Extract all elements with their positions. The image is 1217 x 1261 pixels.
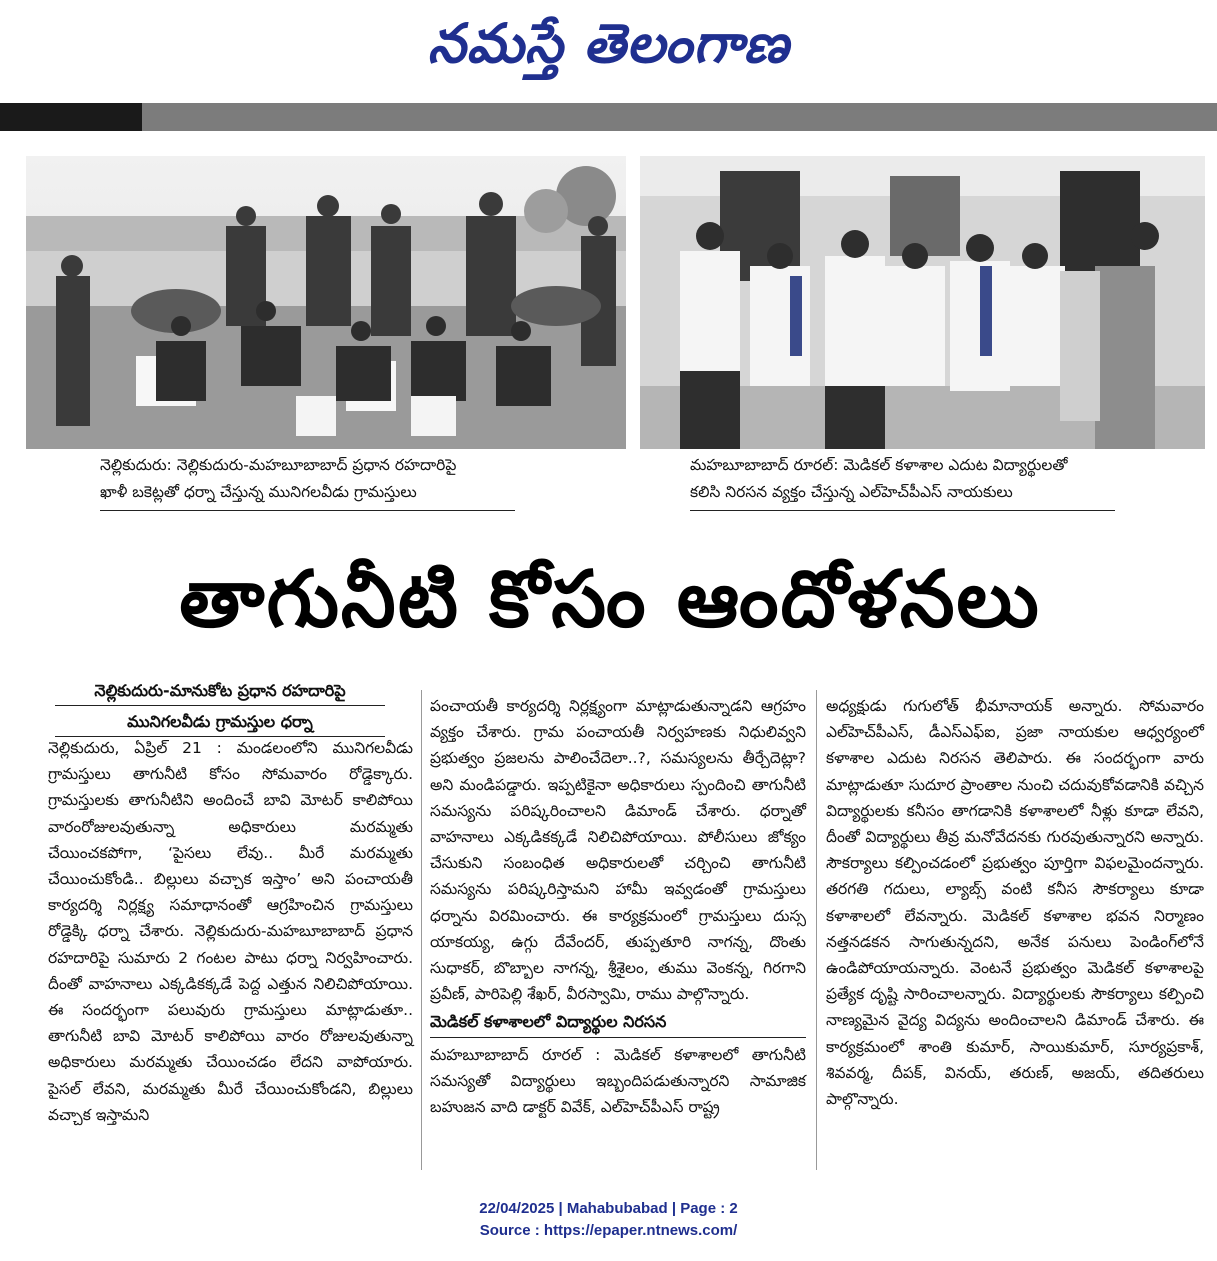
article-2-column-3 — [826, 693, 1204, 1112]
article-1-subhead — [55, 677, 385, 739]
caption-line: ఖాళీ బకెట్లతో ధర్నా చేస్తున్న మునిగలవీడు గ్రామస్తులు — [100, 483, 417, 501]
article-1-column-1 — [48, 735, 413, 1128]
footer-edition-info: 22/04/2025 | Mahabubabad | Page : 2 — [479, 1200, 738, 1217]
photo-caption-left — [100, 452, 515, 511]
caption-line: మెడికల్ కళాశాల ఎదుట విద్యార్థులతో — [843, 456, 1068, 474]
photo-villagers-dharna — [26, 156, 626, 449]
caption-line: కలిసి నిరసన వ్యక్తం చేస్తున్న ఎల్‌హెచ్‌పీఎస్ నాయకులు — [690, 483, 1013, 501]
column-divider — [816, 690, 817, 1170]
subhead-line: నెల్లికుదురు-మానుకోట ప్రధాన రహదారిపై — [55, 677, 385, 706]
article-column-2 — [430, 693, 806, 1120]
article-body-text: పంచాయతీ కార్యదర్శి నిర్లక్ష్యంగా మాట్లాడుతున్నాడని ఆగ్రహం వ్యక్తం చేశారు. గ్రామ పంచాయతీ నిర్వహణకు నిధులివ్వని ప్రభుత్వం ప్రజలను పాలించేదెలా..?, సమస్యలను తీర్చేదెట్లా? అని మండిపడ్డారు. ఇప్పటికైనా అధికారులు స్పందించి తాగునీటి సమస్యను పరిష్కరించాలని డిమాండ్ చేశారు. ధర్నాతో వాహనాలు ఎక్కడికక్కడే నిలిచిపోయాయి. పోలీసులు జోక్యం చేసుకుని సంబంధిత అధికారులతో చర్చించి తాగునీటి సమస్యను పరిష్కరిస్తామని హామీ ఇవ్వడంతో గ్రామస్తులు ధర్నాను విరమించారు. ఈ కార్యక్రమంలో గ్రామస్తులు దుస్స యాకయ్య, ఉగ్గు దేవేందర్, తుప్పతూరి నాగన్న, దొంతు సుధాకర్, బొబ్బాల నాగన్న, శ్రీశైలం, తుము వెంకన్న, గిరగాని ప్రవీణ్, పారిపెల్లి శేఖర్, వీరస్వామి, రాము పాల్గొన్నారు. — [430, 697, 806, 1004]
masthead — [0, 0, 1217, 100]
article-body-text: నెల్లికుదురు, ఏప్రిల్ 21 : మండలంలోని మునిగలవీడు గ్రామస్తులు తాగునీటి కోసం సోమవారం రోడ్డెక్కారు. గ్రామస్తులకు తాగునీటిని అందించే బావి మోటర్ కాలిపోయి వారంరోజులవుతున్నా అధికారులు మరమ్మతు చేయించకపోగా, ‘పైసలు లేవు.. మీరే మరమ్మతు చేయించుకోండి.. బిల్లులు వచ్చాక ఇస్తాం’ అని పంచాయతీ కార్యదర్శి నిర్లక్ష్య సమాధానంతో ఆగ్రహించిన గ్రామస్తులు రోడ్డెక్కి ధర్నా చేశారు. నెల్లికుదురు-మహబూబాబాద్ ప్రధాన రహదారిపై సుమారు 2 గంటల పాటు ధర్నా నిర్వహించారు. దీంతో వాహనాలు ఎక్కడికక్కడే పెద్ద ఎత్తున నిలిచిపోయాయి. ఈ సందర్భంగా పలువురు గ్రామస్తులు మాట్లాడుతూ.. తాగునీటి బావి మోటర్ కాలిపోయి వారం రోజులవుతున్నా అధికారులు మరమ్మతు చేయించడం లేదని వాపోయారు. పైసల్ లేవని, మరమ్మతు మీరే చేయించుకోండని, బిల్లులు వచ్చాక ఇస్తామని — [48, 739, 413, 1124]
header-band-grey — [142, 103, 1217, 131]
column-divider — [421, 690, 422, 1170]
caption-line: నెల్లికుదురు-మహబూబాబాద్ ప్రధాన రహదారిపై — [176, 456, 457, 474]
newspaper-title: నమస్తే తెలంగాణ — [427, 11, 790, 75]
article-2-subhead: మెడికల్ కళాశాలలో విద్యార్థుల నిరసన — [430, 1009, 806, 1037]
footer-source-link[interactable]: Source : https://epaper.ntnews.com/ — [479, 1222, 738, 1239]
photo-students-protest — [640, 156, 1205, 449]
caption-dateline: నెల్లికుదురు: — [100, 456, 177, 474]
photo-caption-right — [690, 452, 1115, 511]
caption-dateline: మహబూబాబాద్ రూరల్: — [690, 456, 844, 474]
page-footer — [0, 1198, 1217, 1242]
subhead-line: మునిగలవీడు గ్రామస్తుల ధర్నా — [55, 708, 385, 737]
article-body-text: మహబూబాబాద్ రూరల్ : మెడికల్ కళాశాలలో తాగునీటి సమస్యతో విద్యార్థులు ఇబ్బందిపడుతున్నారని సామాజిక బహుజన వాది డాక్టర్ వివేక్, ఎల్‌హెచ్‌పీఎస్ రాష్ట్ర — [430, 1045, 806, 1117]
header-band-dark — [0, 103, 142, 131]
article-body-text: అధ్యక్షుడు గుగులోత్ భీమానాయక్ అన్నారు. సోమవారం ఎల్‌హెచ్‌పీఎస్, డీఎస్‌ఎఫ్‌ఐ, ప్రజా నాయకుల ఆధ్వర్యంలో కళాశాల ఎదుట నిరసన తెలిపారు. ఈ సందర్భంగా వారు మాట్లాడుతూ సుదూర ప్రాంతాల నుంచి చదువుకోవడానికి వచ్చిన విద్యార్థులకు కనీసం తాగడానికి కళాశాలలో నీళ్లు కూడా లేవని, దీంతో విద్యార్థులు తీవ్ర మనోవేదనకు గురవుతున్నారని అన్నారు. సౌకర్యాలు కల్పించడంలో ప్రభుత్వం పూర్తిగా విఫలమైందన్నారు. తరగతి గదులు, ల్యాబ్స్ వంటి కనీస సౌకర్యాలు కూడా కళాశాలలో లేవన్నారు. మెడికల్ కళాశాల భవన నిర్మాణం నత్తనడకన సాగుతున్నదని, అనేక పనులు పెండింగ్‌లోనే ఉండిపోయాయన్నారు. వెంటనే ప్రభుత్వం మెడికల్ కళాశాలపై ప్రత్యేక దృష్టి సారించాలన్నారు. విద్యార్థులకు సౌకర్యాలు కల్పించి నాణ్యమైన వైద్య విద్యను అందించాలని డిమాండ్ చేశారు. ఈ కార్యక్రమంలో శాంతి కుమార్, సాయికుమార్, సూర్యప్రకాశ్, శివవర్మ, దీపక్, వినయ్, తరుణ్, అజయ్, తదితరులు పాల్గొన్నారు. — [826, 697, 1204, 1109]
article-headline: తాగునీటి కోసం ఆందోళనలు — [179, 555, 1041, 645]
